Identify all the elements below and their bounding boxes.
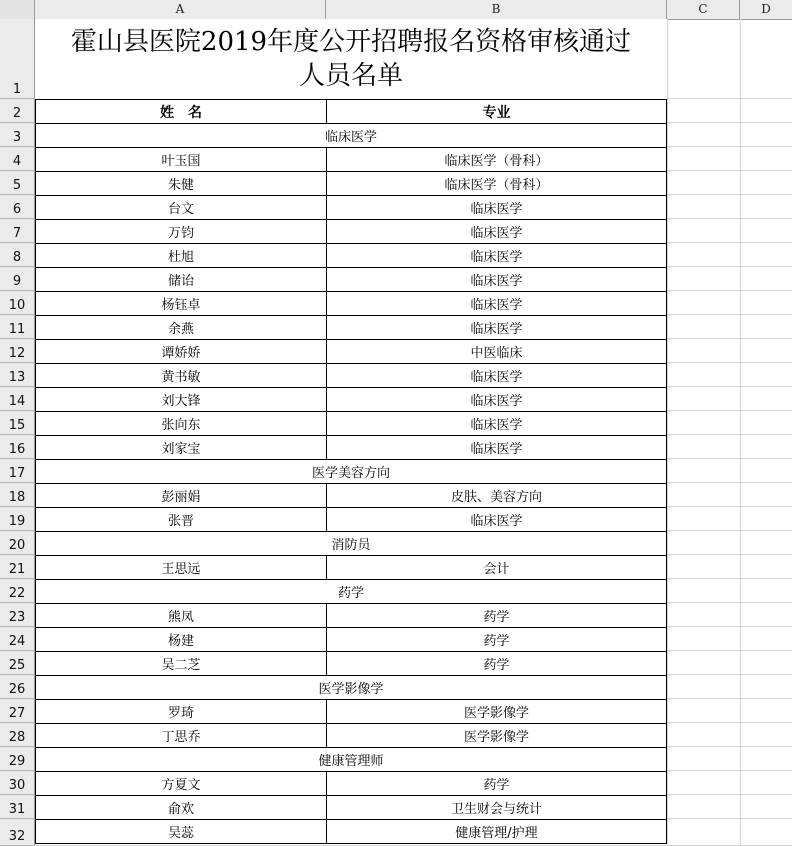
row-header[interactable]: 27 xyxy=(0,699,35,723)
row-header[interactable]: 18 xyxy=(0,483,35,507)
column-header-d[interactable]: D xyxy=(761,2,771,16)
row-header[interactable]: 26 xyxy=(0,675,35,699)
name-cell[interactable]: 罗琦 xyxy=(35,699,327,724)
row-header[interactable]: 12 xyxy=(0,339,35,363)
row-header[interactable]: 28 xyxy=(0,723,35,747)
name-cell[interactable]: 谭娇娇 xyxy=(35,339,327,364)
section-header-cell[interactable]: 医学美容方向 xyxy=(35,459,667,484)
major-cell[interactable]: 临床医学 xyxy=(326,507,667,532)
header-name-cell[interactable]: 姓 名 xyxy=(35,99,327,124)
name-cell[interactable]: 朱健 xyxy=(35,171,327,196)
row-header[interactable]: 7 xyxy=(0,219,35,243)
major-cell[interactable]: 皮肤、美容方向 xyxy=(326,483,667,508)
major-cell[interactable]: 临床医学 xyxy=(326,243,667,268)
name-cell[interactable]: 杨建 xyxy=(35,627,327,652)
major-cell[interactable]: 临床医学 xyxy=(326,363,667,388)
section-header-cell[interactable]: 药学 xyxy=(35,579,667,604)
major-cell[interactable]: 临床医学 xyxy=(326,315,667,340)
name-cell[interactable]: 余燕 xyxy=(35,315,327,340)
name-cell[interactable]: 张晋 xyxy=(35,507,327,532)
name-cell[interactable]: 杨钰卓 xyxy=(35,291,327,316)
row-header[interactable]: 4 xyxy=(0,147,35,171)
column-header-b[interactable]: B xyxy=(326,0,667,19)
row-header[interactable]: 30 xyxy=(0,771,35,795)
name-cell[interactable]: 吴蕊 xyxy=(35,819,327,844)
row-header[interactable]: 10 xyxy=(0,291,35,315)
major-cell[interactable]: 临床医学 xyxy=(326,291,667,316)
row-header[interactable]: 15 xyxy=(0,411,35,435)
column-header-a[interactable]: A xyxy=(35,0,326,19)
row-header[interactable]: 2 xyxy=(0,99,35,123)
major-cell[interactable]: 药学 xyxy=(326,603,667,628)
row-header[interactable]: 31 xyxy=(0,795,35,819)
row-header[interactable]: 20 xyxy=(0,531,35,555)
row-header[interactable]: 11 xyxy=(0,315,35,339)
major-cell[interactable]: 临床医学 xyxy=(326,219,667,244)
name-cell[interactable]: 俞欢 xyxy=(35,795,327,820)
row-header[interactable]: 6 xyxy=(0,195,35,219)
major-cell[interactable]: 卫生财会与统计 xyxy=(326,795,667,820)
row-header[interactable]: 5 xyxy=(0,171,35,195)
major-cell[interactable]: 临床医学（骨科） xyxy=(326,147,667,172)
row-header[interactable]: 19 xyxy=(0,507,35,531)
major-cell[interactable]: 临床医学 xyxy=(326,195,667,220)
name-cell[interactable]: 刘家宝 xyxy=(35,435,327,460)
name-cell[interactable]: 台文 xyxy=(35,195,327,220)
major-cell[interactable]: 临床医学 xyxy=(326,387,667,412)
row-header[interactable]: 17 xyxy=(0,459,35,483)
name-cell[interactable]: 吴二芝 xyxy=(35,651,327,676)
row-header[interactable]: 25 xyxy=(0,651,35,675)
page-title[interactable] xyxy=(35,19,667,99)
row-header[interactable]: 23 xyxy=(0,603,35,627)
name-cell[interactable]: 方夏文 xyxy=(35,771,327,796)
title-line: 霍山县医院2019年度公开招聘报名资格审核通过 xyxy=(70,27,632,57)
row-header[interactable]: 29 xyxy=(0,747,35,771)
name-cell[interactable]: 丁思乔 xyxy=(35,723,327,748)
name-cell[interactable]: 黄书敏 xyxy=(35,363,327,388)
row-header[interactable]: 9 xyxy=(0,267,35,291)
name-cell[interactable]: 彭丽娟 xyxy=(35,483,327,508)
row-header[interactable]: 16 xyxy=(0,435,35,459)
major-cell[interactable]: 临床医学 xyxy=(326,435,667,460)
row-header[interactable]: 32 xyxy=(0,819,35,846)
major-cell[interactable]: 临床医学（骨科） xyxy=(326,171,667,196)
name-cell[interactable]: 万钧 xyxy=(35,219,327,244)
major-cell[interactable]: 临床医学 xyxy=(326,267,667,292)
major-cell[interactable]: 医学影像学 xyxy=(326,723,667,748)
row-header[interactable]: 13 xyxy=(0,363,35,387)
name-cell[interactable]: 张向东 xyxy=(35,411,327,436)
row-header[interactable]: 3 xyxy=(0,123,35,147)
row-header[interactable]: 22 xyxy=(0,579,35,603)
title-line: 人员名单 xyxy=(298,61,403,91)
row-header[interactable]: 8 xyxy=(0,243,35,267)
section-header-cell[interactable]: 医学影像学 xyxy=(35,675,667,700)
major-cell[interactable]: 药学 xyxy=(326,651,667,676)
major-cell[interactable]: 临床医学 xyxy=(326,411,667,436)
name-cell[interactable]: 储诒 xyxy=(35,267,327,292)
select-all-corner[interactable] xyxy=(0,0,35,19)
name-cell[interactable]: 叶玉国 xyxy=(35,147,327,172)
section-header-cell[interactable]: 临床医学 xyxy=(35,123,667,148)
major-cell[interactable]: 中医临床 xyxy=(326,339,667,364)
row-header[interactable]: 24 xyxy=(0,627,35,651)
name-cell[interactable]: 杜旭 xyxy=(35,243,327,268)
major-cell[interactable]: 医学影像学 xyxy=(326,699,667,724)
name-cell[interactable]: 刘大锋 xyxy=(35,387,327,412)
row-header[interactable]: 14 xyxy=(0,387,35,411)
major-cell[interactable]: 健康管理/护理 xyxy=(326,819,667,844)
name-cell[interactable]: 王思远 xyxy=(35,555,327,580)
section-header-cell[interactable]: 健康管理师 xyxy=(35,747,667,772)
column-header-c[interactable]: C xyxy=(667,0,740,19)
name-cell[interactable]: 熊凤 xyxy=(35,603,327,628)
row-header[interactable]: 21 xyxy=(0,555,35,579)
header-major-cell[interactable]: 专业 xyxy=(326,99,667,124)
section-header-cell[interactable]: 消防员 xyxy=(35,531,667,556)
major-cell[interactable]: 会计 xyxy=(326,555,667,580)
major-cell[interactable]: 药学 xyxy=(326,627,667,652)
major-cell[interactable]: 药学 xyxy=(326,771,667,796)
column-header-row xyxy=(0,0,792,20)
row-header[interactable]: 1 xyxy=(0,19,35,99)
